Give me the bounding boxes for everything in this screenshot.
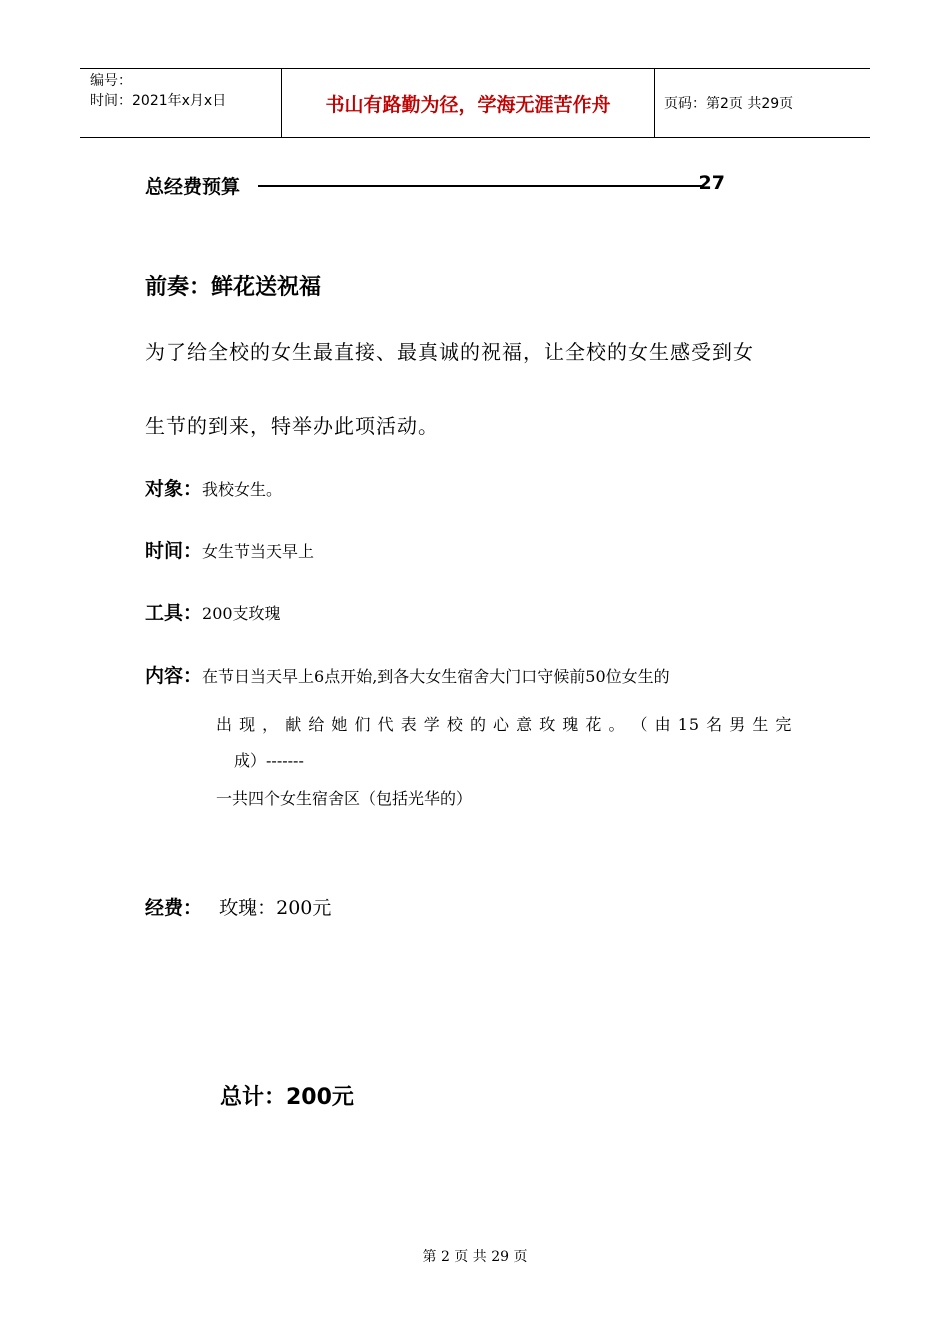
tool-label: 工具： <box>145 602 203 624</box>
toc-entry <box>145 172 735 200</box>
section-heading: 前奏：鲜花送祝福 <box>145 275 322 300</box>
time-value: 女生节当天早上 <box>202 542 315 561</box>
content-line-2: 出 现 ， 献 给 她 们 代 表 学 校 的 心 意 玫 瑰 花 。 （ 由 15 名 男 生 完 <box>216 715 793 734</box>
toc-title: 总经费预算 <box>145 176 241 198</box>
tool-row <box>145 598 281 625</box>
content-line-1: 在节日当天早上6点开始,到各大女生宿舍大门口守候前50位女生的 <box>202 667 670 686</box>
content-label: 内容： <box>145 665 203 687</box>
total-amount: 总计：200元 <box>220 1085 354 1110</box>
page-footer: 第 2 页 共 29 页 <box>422 1249 528 1265</box>
toc-leader-line <box>258 185 702 187</box>
page-header <box>80 68 870 138</box>
header-page-info: 页码：第2页 共29页 <box>664 96 794 112</box>
content-line-3: 成）------- <box>234 751 304 770</box>
header-meta <box>90 71 226 111</box>
header-motto: 书山有路勤为径，学海无涯苦作舟 <box>325 93 611 116</box>
content-line-4: 一共四个女生宿舍区（包括光华的） <box>216 789 473 808</box>
header-date: 时间：2021年x月x日 <box>90 93 227 109</box>
budget-value: 玫瑰：200元 <box>219 897 332 919</box>
target-value: 我校女生。 <box>202 480 283 499</box>
intro-line-1: 为了给全校的女生最直接、最真诚的祝福，让全校的女生感受到女 <box>145 340 754 364</box>
intro-line-2: 生节的到来，特举办此项活动。 <box>145 414 439 438</box>
toc-page-number: 27 <box>698 172 725 194</box>
time-label: 时间： <box>145 540 203 562</box>
tool-value: 200支玫瑰 <box>202 604 281 623</box>
target-row <box>145 474 282 501</box>
budget-label: 经费： <box>145 897 203 919</box>
budget-row <box>145 893 331 920</box>
content-row <box>145 661 670 688</box>
serial-number-label: 编号： <box>90 73 132 89</box>
header-divider <box>654 69 655 137</box>
time-row <box>145 536 314 563</box>
target-label: 对象： <box>145 478 203 500</box>
